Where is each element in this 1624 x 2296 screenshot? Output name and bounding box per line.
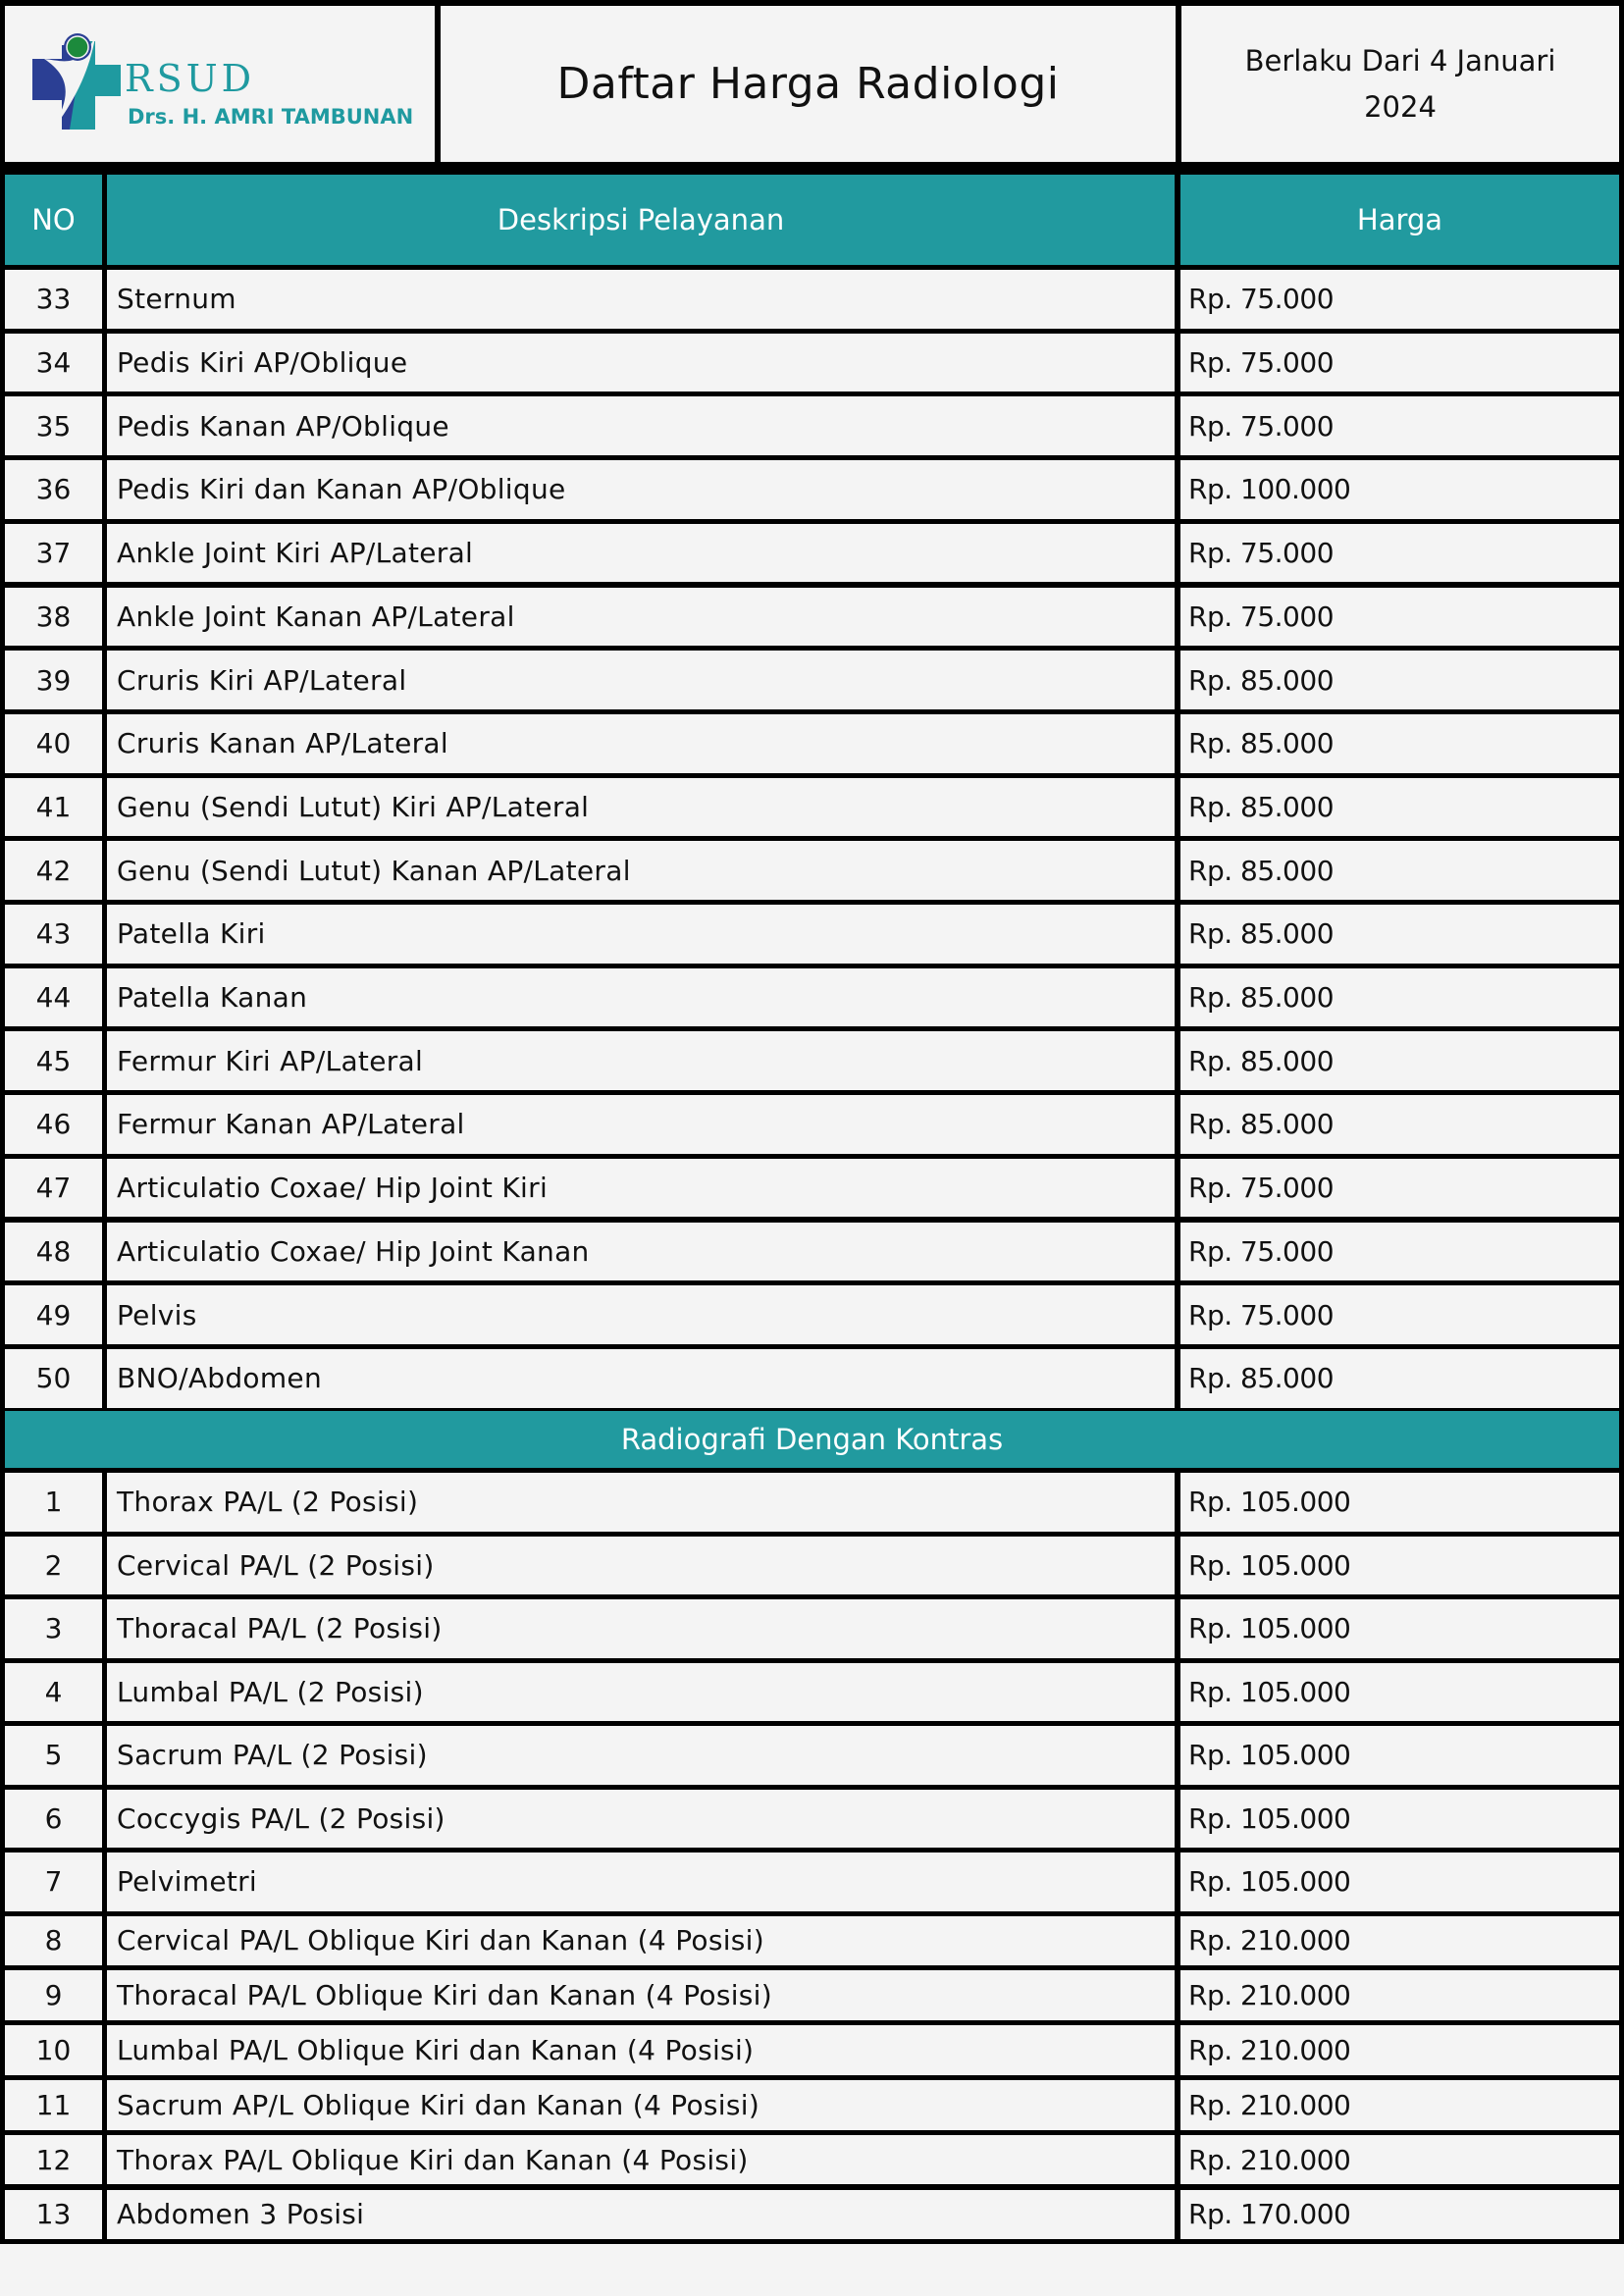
row-price: Rp. 105.000 [1180,1726,1619,1785]
row-price: Rp. 75.000 [1180,1223,1619,1281]
row-number: 2 [5,1537,102,1595]
row-price: Rp. 75.000 [1180,1159,1619,1218]
row-description: Sacrum PA/L (2 Posisi) [107,1726,1175,1785]
row-number: 4 [5,1663,102,1722]
row-description: Lumbal PA/L Oblique Kiri dan Kanan (4 Posisi) [107,2025,1175,2075]
row-number: 3 [5,1599,102,1658]
row-description: Pedis Kiri dan Kanan AP/Oblique [107,460,1175,519]
row-number: 5 [5,1726,102,1785]
row-price: Rp. 210.000 [1180,2080,1619,2130]
logo-rsud-text: RSUD [125,57,256,100]
section-header-contrast: Radiografi Dengan Kontras [5,1411,1619,1468]
row-description: Cruris Kanan AP/Lateral [107,714,1175,773]
row-price: Rp. 75.000 [1180,1285,1619,1344]
row-description: Thoracal PA/L (2 Posisi) [107,1599,1175,1658]
row-description: Pedis Kiri AP/Oblique [107,334,1175,392]
row-description: BNO/Abdomen [107,1349,1175,1408]
row-description: Articulatio Coxae/ Hip Joint Kanan [107,1223,1175,1281]
row-price: Rp. 105.000 [1180,1599,1619,1658]
row-description: Genu (Sendi Lutut) Kiri AP/Lateral [107,778,1175,837]
row-number: 34 [5,334,102,392]
row-number: 43 [5,905,102,964]
row-description: Cruris Kiri AP/Lateral [107,651,1175,709]
row-number: 33 [5,270,102,329]
row-price: Rp. 105.000 [1180,1663,1619,1722]
row-number: 48 [5,1223,102,1281]
row-number: 12 [5,2135,102,2185]
row-description: Cervical PA/L Oblique Kiri dan Kanan (4 Posisi) [107,1916,1175,1966]
row-price: Rp. 170.000 [1180,2190,1619,2240]
row-price: Rp. 210.000 [1180,2135,1619,2185]
row-number: 35 [5,396,102,455]
row-description: Sternum [107,270,1175,329]
row-description: Pelvimetri [107,1852,1175,1911]
row-number: 49 [5,1285,102,1344]
row-description: Pelvis [107,1285,1175,1344]
row-description: Patella Kanan [107,968,1175,1027]
hospital-cross-logo-icon [26,31,125,139]
row-description: Lumbal PA/L (2 Posisi) [107,1663,1175,1722]
effective-date [1181,6,1619,162]
row-price: Rp. 105.000 [1180,1537,1619,1595]
row-number: 44 [5,968,102,1027]
row-number: 11 [5,2080,102,2130]
row-description: Thorax PA/L Oblique Kiri dan Kanan (4 Posisi) [107,2135,1175,2185]
row-description: Fermur Kanan AP/Lateral [107,1095,1175,1154]
row-description: Ankle Joint Kanan AP/Lateral [107,588,1175,647]
row-description: Thorax PA/L (2 Posisi) [107,1473,1175,1532]
row-number: 45 [5,1031,102,1090]
row-description: Articulatio Coxae/ Hip Joint Kiri [107,1159,1175,1218]
row-number: 42 [5,841,102,900]
row-price: Rp. 105.000 [1180,1473,1619,1532]
row-price: Rp. 75.000 [1180,588,1619,647]
row-price: Rp. 105.000 [1180,1790,1619,1849]
row-description: Fermur Kiri AP/Lateral [107,1031,1175,1090]
row-number: 50 [5,1349,102,1408]
page-title: Daftar Harga Radiologi [441,6,1176,162]
row-description: Coccygis PA/L (2 Posisi) [107,1790,1175,1849]
row-price: Rp. 85.000 [1180,1095,1619,1154]
row-number: 38 [5,588,102,647]
row-price: Rp. 85.000 [1180,1349,1619,1408]
effective-date-line1: Berlaku Dari 4 Januari [1244,43,1556,78]
row-number: 37 [5,524,102,583]
row-price: Rp. 85.000 [1180,968,1619,1027]
row-number: 6 [5,1790,102,1849]
column-header-no: NO [5,175,102,265]
row-price: Rp. 105.000 [1180,1852,1619,1911]
row-number: 7 [5,1852,102,1911]
row-description: Patella Kiri [107,905,1175,964]
row-number: 10 [5,2025,102,2075]
row-price: Rp. 85.000 [1180,651,1619,709]
row-description: Abdomen 3 Posisi [107,2190,1175,2240]
row-description: Genu (Sendi Lutut) Kanan AP/Lateral [107,841,1175,900]
effective-date-line2: 2024 [1364,89,1437,124]
column-header-description: Deskripsi Pelayanan [107,175,1175,265]
row-price: Rp. 75.000 [1180,524,1619,583]
column-header-price: Harga [1180,175,1619,265]
row-price: Rp. 85.000 [1180,714,1619,773]
logo-cell [5,6,435,162]
row-number: 13 [5,2190,102,2240]
row-number: 47 [5,1159,102,1218]
row-price: Rp. 75.000 [1180,396,1619,455]
row-number: 9 [5,1970,102,2020]
row-description: Pedis Kanan AP/Oblique [107,396,1175,455]
row-price: Rp. 85.000 [1180,1031,1619,1090]
row-price: Rp. 85.000 [1180,841,1619,900]
row-number: 46 [5,1095,102,1154]
row-price: Rp. 100.000 [1180,460,1619,519]
row-description: Thoracal PA/L Oblique Kiri dan Kanan (4 Posisi) [107,1970,1175,2020]
logo-hospital-name: Drs. H. AMRI TAMBUNAN [128,105,414,129]
row-number: 40 [5,714,102,773]
row-number: 39 [5,651,102,709]
row-price: Rp. 210.000 [1180,1916,1619,1966]
row-number: 8 [5,1916,102,1966]
row-price: Rp. 85.000 [1180,905,1619,964]
row-description: Cervical PA/L (2 Posisi) [107,1537,1175,1595]
row-price: Rp. 210.000 [1180,2025,1619,2075]
row-number: 41 [5,778,102,837]
row-price: Rp. 75.000 [1180,270,1619,329]
row-price: Rp. 210.000 [1180,1970,1619,2020]
row-number: 36 [5,460,102,519]
row-price: Rp. 85.000 [1180,778,1619,837]
row-price: Rp. 75.000 [1180,334,1619,392]
row-description: Ankle Joint Kiri AP/Lateral [107,524,1175,583]
row-description: Sacrum AP/L Oblique Kiri dan Kanan (4 Posisi) [107,2080,1175,2130]
row-number: 1 [5,1473,102,1532]
